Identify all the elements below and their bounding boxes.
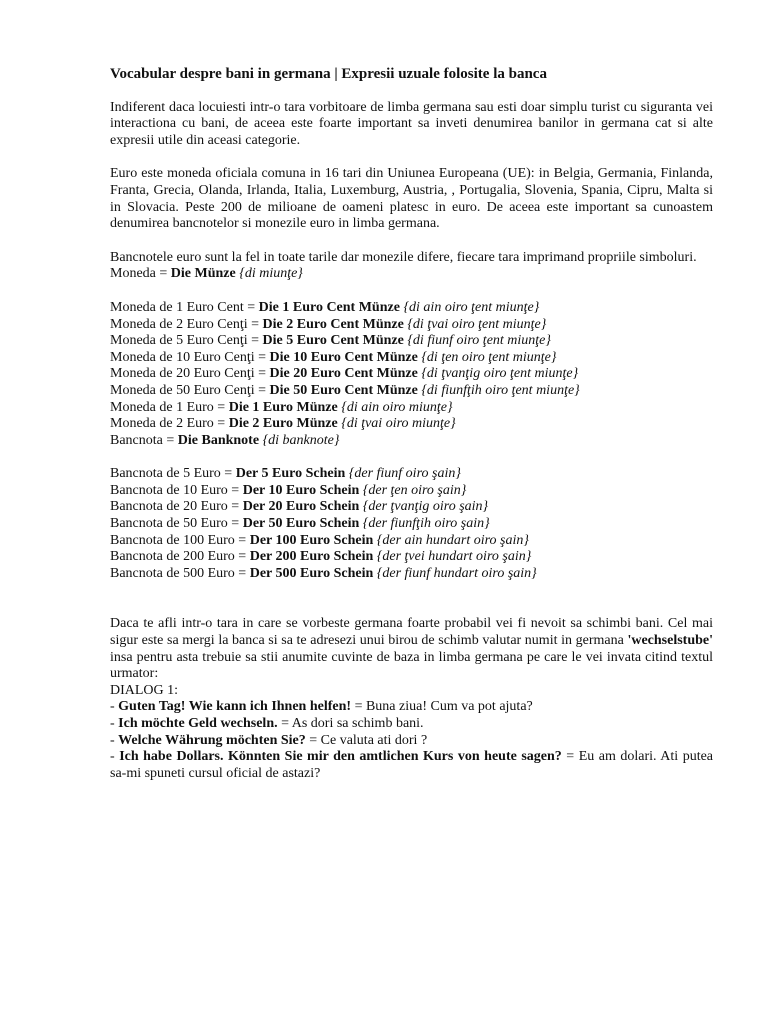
term-ro: Bancnota de 200 Euro = bbox=[110, 549, 250, 565]
term-ro: Bancnota de 500 Euro = bbox=[110, 565, 250, 581]
document-page bbox=[110, 66, 713, 782]
term-pron: {di ain oiro miunţe} bbox=[341, 399, 453, 415]
term-de: Der 100 Euro Schein bbox=[249, 532, 374, 548]
term-de: Die 5 Euro Cent Münze bbox=[262, 333, 404, 349]
dialog-de: Welche Währung möchten Sie? bbox=[118, 732, 306, 748]
moneda-term bbox=[110, 266, 713, 283]
term-de: Der 500 Euro Schein bbox=[249, 565, 374, 581]
page-title: Vocabular despre bani in germana | Expresii uzuale folosite la banca bbox=[110, 66, 547, 82]
term-ro: Moneda = bbox=[110, 266, 171, 282]
list-item bbox=[110, 533, 713, 550]
term-pron: {di fiunf oiro ţent miunţe} bbox=[407, 333, 551, 349]
list-item bbox=[110, 317, 713, 334]
exchange-paragraph bbox=[110, 616, 713, 682]
list-item bbox=[110, 483, 713, 500]
list-item bbox=[110, 499, 713, 516]
term-pron: {di ţvai oiro miunţe} bbox=[341, 416, 456, 432]
term-ro: Moneda de 10 Euro Cenţi = bbox=[110, 349, 270, 365]
term-pron: {der fiunfţih oiro şain} bbox=[362, 516, 490, 532]
exchange-term: 'wechselstube' bbox=[627, 633, 713, 649]
term-ro: Bancnota de 20 Euro = bbox=[110, 499, 243, 515]
term-ro: Moneda de 1 Euro Cent = bbox=[110, 299, 259, 315]
dialog-line bbox=[110, 716, 713, 733]
term-ro: Moneda de 5 Euro Cenţi = bbox=[110, 333, 263, 349]
term-ro: Moneda de 50 Euro Cenţi = bbox=[110, 382, 270, 398]
dialog-line bbox=[110, 749, 713, 782]
list-item bbox=[110, 416, 713, 433]
term-ro: Bancnota de 100 Euro = bbox=[110, 532, 250, 548]
euro-paragraph: Euro este moneda oficiala comuna in 16 tari din Uniunea Europeana (UE): in Belgia, Germania, Finlanda, Franta, Grecia, Olanda, Irlanda, Italia, Luxemburg, Austria, , Portugalia, Slovenia, Spania, Cipru, Malta si in Slovacia. Peste 200 de milioane de oameni platesc in euro. De aceea este important sa cunoastem denumirea bancnotelor si monezile euro in limba germana. bbox=[110, 166, 713, 232]
term-de: Die Münze bbox=[170, 266, 236, 282]
term-pron: {di ţvanţig oiro ţent miunţe} bbox=[421, 366, 579, 382]
term-de: Die 10 Euro Cent Münze bbox=[269, 349, 418, 365]
list-item bbox=[110, 549, 713, 566]
list-item bbox=[110, 366, 713, 383]
term-de: Der 200 Euro Schein bbox=[249, 549, 374, 565]
term-ro: Bancnota de 50 Euro = bbox=[110, 516, 243, 532]
coins-list bbox=[110, 300, 713, 433]
dialog-dash: - bbox=[110, 699, 119, 715]
term-pron: {der fiunf hundart oiro şain} bbox=[376, 565, 537, 581]
term-de: Der 5 Euro Schein bbox=[235, 466, 346, 482]
list-item bbox=[110, 400, 713, 417]
dialog-dash: - bbox=[110, 716, 119, 731]
term-de: Die 20 Euro Cent Münze bbox=[269, 366, 418, 382]
term-de: Die 50 Euro Cent Münze bbox=[269, 382, 418, 398]
list-item bbox=[110, 566, 713, 583]
term-pron: {der ţen oiro şain} bbox=[362, 482, 467, 498]
term-ro: Moneda de 20 Euro Cenţi = bbox=[110, 366, 270, 382]
exchange-text-end: insa pentru asta trebuie sa stii anumite cuvinte de baza in limba germana pe care le vei invata citind textul urmator: bbox=[110, 649, 713, 682]
term-pron: {der ain hundart oiro şain} bbox=[376, 532, 529, 548]
list-item bbox=[110, 516, 713, 533]
list-item bbox=[110, 350, 713, 367]
dialog-de: Guten Tag! Wie kann ich Ihnen helfen! bbox=[118, 699, 352, 715]
exchange-text: Daca te afli intr-o tara in care se vorbeste germana foarte probabil vei fi nevoit sa schimbi bani. Cel mai sigur este sa mergi la banca si sa te adresezi unui birou de schimb valutar numit in germana bbox=[110, 616, 713, 649]
bancnota-term bbox=[110, 433, 713, 450]
dialog-line bbox=[110, 699, 713, 716]
term-de: Die 2 Euro Münze bbox=[228, 416, 338, 432]
term-pron: {di ain oiro ţent miunţe} bbox=[403, 299, 540, 315]
term-ro: Moneda de 1 Euro = bbox=[110, 399, 229, 415]
list-item bbox=[110, 383, 713, 400]
term-pron: {der ţvei hundart oiro şain} bbox=[376, 549, 532, 565]
term-pron: {di ţvai oiro ţent miunţe} bbox=[407, 316, 547, 332]
dialog-ro: = Ce valuta ati dori ? bbox=[305, 732, 428, 748]
dialog-de: Ich möchte Geld wechseln. bbox=[118, 716, 278, 731]
list-item bbox=[110, 300, 713, 317]
term-de: Der 50 Euro Schein bbox=[242, 516, 360, 532]
dialog-ro: = As dori sa schimb bani. bbox=[277, 716, 424, 731]
term-de: Die Banknote bbox=[177, 432, 260, 448]
term-pron: {di fiunfţih oiro ţent miunţe} bbox=[421, 382, 580, 398]
term-pron: {der fiunf oiro şain} bbox=[348, 466, 461, 482]
dialog-line bbox=[110, 733, 713, 750]
dialog-dash: - bbox=[110, 749, 120, 765]
term-ro: Moneda de 2 Euro Cenţi = bbox=[110, 316, 263, 332]
dialog-dash: - bbox=[110, 732, 119, 748]
term-pron: {di miunţe} bbox=[239, 266, 303, 282]
dialog-ro: = Buna ziua! Cum va pot ajuta? bbox=[351, 699, 533, 715]
term-de: Die 2 Euro Cent Münze bbox=[262, 316, 404, 332]
term-de: Die 1 Euro Münze bbox=[228, 399, 338, 415]
term-pron: {di banknote} bbox=[262, 432, 340, 448]
dialog-label: DIALOG 1: bbox=[110, 682, 179, 698]
term-ro: Bancnota = bbox=[110, 432, 178, 448]
term-de: Die 1 Euro Cent Münze bbox=[258, 299, 400, 315]
term-de: Der 20 Euro Schein bbox=[242, 499, 360, 515]
banknotes-paragraph: Bancnotele euro sunt la fel in toate tarile dar monezile difere, fiecare tara imprimand propriile simboluri. bbox=[110, 249, 697, 265]
list-item bbox=[110, 466, 713, 483]
intro-paragraph: Indiferent daca locuiesti intr-o tara vorbitoare de limba germana sau esti doar simplu turist cu siguranta vei interactiona cu bani, de aceea este foarte important sa inveti denumirea banilor in germana cat si alte expresii utile din aceasi categorie. bbox=[110, 99, 713, 148]
term-ro: Moneda de 2 Euro = bbox=[110, 416, 229, 432]
term-pron: {di ţen oiro ţent miunţe} bbox=[421, 349, 557, 365]
dialog-ro: = Eu am dolari. Ati putea sa-mi spuneti cursul oficial de astazi? bbox=[110, 749, 714, 781]
term-ro: Bancnota de 5 Euro = bbox=[110, 466, 236, 482]
notes-list bbox=[110, 466, 713, 582]
term-ro: Bancnota de 10 Euro = bbox=[110, 482, 243, 498]
list-item bbox=[110, 333, 713, 350]
term-pron: {der ţvanţig oiro şain} bbox=[362, 499, 489, 515]
dialog-de: Ich habe Dollars. Könnten Sie mir den amtlichen Kurs von heute sagen? bbox=[119, 749, 562, 765]
term-de: Der 10 Euro Schein bbox=[242, 482, 360, 498]
